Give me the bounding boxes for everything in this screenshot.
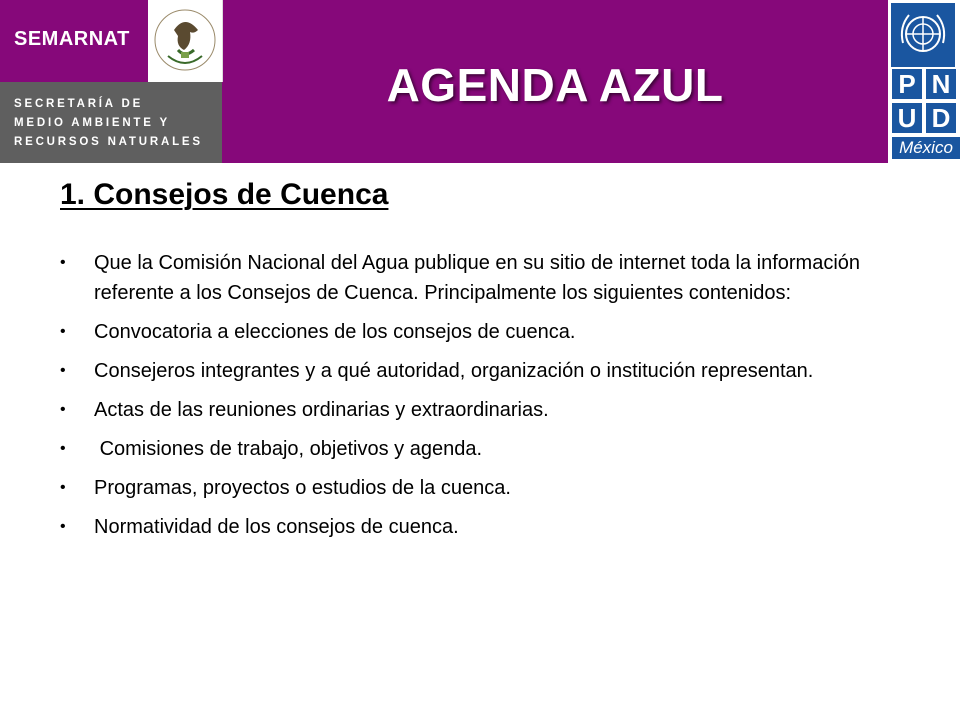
bullet-icon: • (60, 479, 66, 496)
list-item-text: Consejeros integrantes y a qué autoridad, organización o institución representan. (94, 360, 814, 382)
pnud-logo (888, 0, 960, 163)
section-title: 1. Consejos de Cuenca (60, 178, 389, 211)
bullet-list (60, 248, 910, 551)
list-item-text: Normatividad de los consejos de cuenca. (94, 516, 459, 538)
list-item (60, 356, 910, 386)
semarnat-logo (0, 0, 222, 163)
header-banner (0, 0, 960, 163)
semarnat-subtitle-line: SECRETARÍA DE (14, 98, 144, 110)
list-item (60, 473, 910, 503)
list-item (60, 512, 910, 542)
semarnat-subtitle (14, 95, 203, 152)
pnud-country: México (892, 137, 960, 159)
pnud-letter: U (892, 103, 922, 133)
list-item (60, 395, 910, 425)
semarnat-name: SEMARNAT (14, 28, 130, 50)
list-item-text: Programas, proyectos o estudios de la cuenca. (94, 477, 511, 499)
bullet-icon: • (60, 440, 66, 457)
pnud-letter: N (926, 69, 956, 99)
list-item-text: Convocatoria a elecciones de los consejos de cuenca. (94, 321, 576, 343)
bullet-icon: • (60, 254, 66, 271)
bullet-icon: • (60, 401, 66, 418)
list-item-text: Que la Comisión Nacional del Agua publique en su sitio de internet toda la información referente a los Consejos de Cuenca. Principalmente los siguientes contenidos: (94, 252, 861, 304)
list-item (60, 248, 910, 308)
list-item (60, 317, 910, 347)
pnud-letter: P (892, 69, 922, 99)
mexico-seal-icon (148, 0, 223, 82)
page-title: AGENDA AZUL (386, 59, 724, 111)
list-item (60, 434, 910, 464)
semarnat-subtitle-line: MEDIO AMBIENTE Y (14, 117, 170, 129)
un-emblem-icon (891, 3, 955, 67)
semarnat-subtitle-line: RECURSOS NATURALES (14, 136, 203, 148)
bullet-icon: • (60, 362, 66, 379)
pnud-letter: D (926, 103, 956, 133)
bullet-icon: • (60, 518, 66, 535)
bullet-icon: • (60, 323, 66, 340)
list-item-text: Actas de las reuniones ordinarias y extraordinarias. (94, 399, 549, 421)
list-item-text: Comisiones de trabajo, objetivos y agenda. (94, 438, 483, 460)
